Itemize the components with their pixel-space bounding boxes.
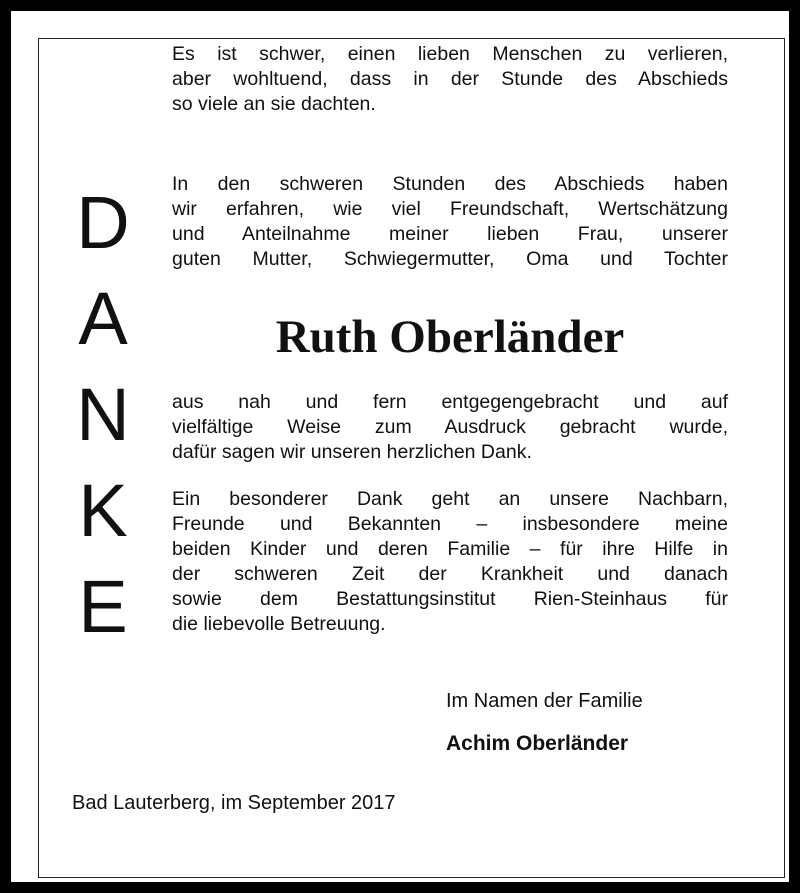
danke-letter: K	[78, 469, 128, 552]
danke-letter: D	[76, 181, 130, 264]
text-line: In den schweren Stunden des Abschieds haben	[172, 173, 728, 195]
place-date: Bad Lauterberg, im September 2017	[72, 792, 396, 814]
text-line: beiden Kinder und deren Familie – für ihre Hilfe in	[172, 538, 728, 560]
paragraph-4	[172, 487, 728, 637]
text-line: die liebevolle Betreuung.	[172, 613, 386, 635]
paragraph-2	[172, 172, 728, 272]
text-line: guten Mutter, Schwiegermutter, Oma und Tochter	[172, 248, 728, 270]
paragraph-1	[172, 42, 728, 117]
danke-vertical-title	[72, 175, 134, 655]
text-line: Ein besonderer Dank geht an unsere Nachbarn,	[172, 488, 728, 510]
text-line: wir erfahren, wie viel Freundschaft, Wertschätzung	[172, 198, 728, 220]
signature-name: Achim Oberländer	[446, 732, 629, 755]
danke-letter: E	[78, 565, 128, 648]
deceased-name: Ruth Oberländer	[275, 311, 625, 363]
text-line: so viele an sie dachten.	[172, 93, 376, 115]
text-line: vielfältige Weise zum Ausdruck gebracht wurde,	[172, 416, 728, 438]
signature-intro: Im Namen der Familie	[446, 690, 643, 712]
text-line: sowie dem Bestattungsinstitut Rien-Steinhaus für	[172, 588, 728, 610]
text-line: Freunde und Bekannten – insbesondere meine	[172, 513, 728, 535]
text-line: der schweren Zeit der Krankheit und danach	[172, 563, 728, 585]
danke-letter: N	[76, 373, 130, 456]
paragraph-3	[172, 390, 728, 465]
danke-letter: A	[78, 277, 128, 360]
text-line: dafür sagen wir unseren herzlichen Dank.	[172, 441, 532, 463]
text-line: Es ist schwer, einen lieben Menschen zu verlieren,	[172, 43, 728, 65]
text-line: aber wohltuend, dass in der Stunde des Abschieds	[172, 68, 728, 90]
text-line: und Anteilnahme meiner lieben Frau, unserer	[172, 223, 728, 245]
text-line: aus nah und fern entgegengebracht und auf	[172, 391, 728, 413]
